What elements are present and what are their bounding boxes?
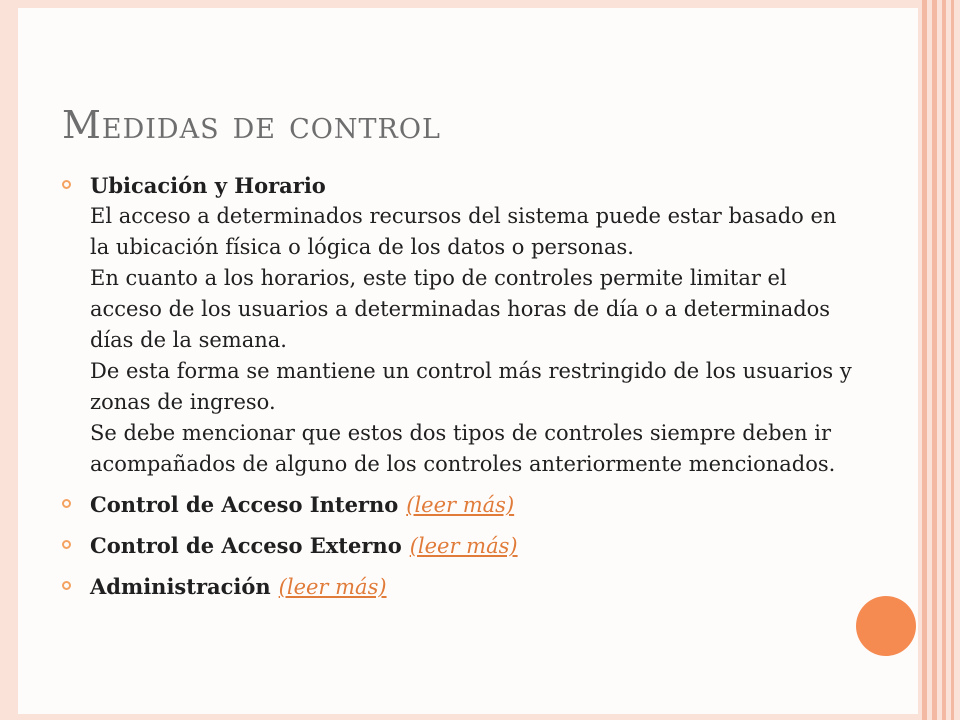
bullet-paragraph: Se debe mencionar que estos dos tipos de controles siempre deben ir acompañados de alguno de los controles anteriormente mencionados.: [90, 421, 836, 476]
bullet-paragraph: El acceso a determinados recursos del sistema puede estar basado en la ubicación física o lógica de los datos o personas.: [90, 204, 837, 259]
bullet-icon: [62, 499, 71, 508]
leer-mas-link-externo[interactable]: (leer más): [409, 534, 518, 558]
bullet-heading: Administración: [90, 574, 271, 599]
bullet-heading: Ubicación y Horario: [90, 173, 326, 198]
bullet-ubicacion-horario: [62, 170, 862, 480]
bullet-icon: [62, 540, 71, 549]
slide-title: Medidas de control: [62, 103, 441, 147]
leer-mas-link-interno[interactable]: (leer más): [406, 493, 515, 517]
frame-top: [0, 0, 960, 8]
bullet-icon: [62, 180, 71, 189]
bullet-icon: [62, 581, 71, 590]
decorative-circle: [856, 596, 916, 656]
bullet-paragraph: En cuanto a los horarios, este tipo de controles permite limitar el acceso de los usuarios a determinadas horas de día o a determinados días de la semana.: [90, 266, 831, 352]
frame-left: [0, 0, 18, 720]
bullet-administracion: [62, 571, 862, 603]
bullet-list: [62, 170, 862, 612]
frame-bottom: [0, 714, 960, 720]
leer-mas-link-administracion[interactable]: (leer más): [278, 575, 387, 599]
decorative-stripes: [918, 0, 960, 720]
bullet-paragraph: De esta forma se mantiene un control más restringido de los usuarios y zonas de ingreso.: [90, 359, 852, 414]
bullet-acceso-interno: [62, 489, 862, 521]
bullet-heading: Control de Acceso Interno: [90, 492, 399, 517]
bullet-acceso-externo: [62, 530, 862, 562]
bullet-heading: Control de Acceso Externo: [90, 533, 402, 558]
